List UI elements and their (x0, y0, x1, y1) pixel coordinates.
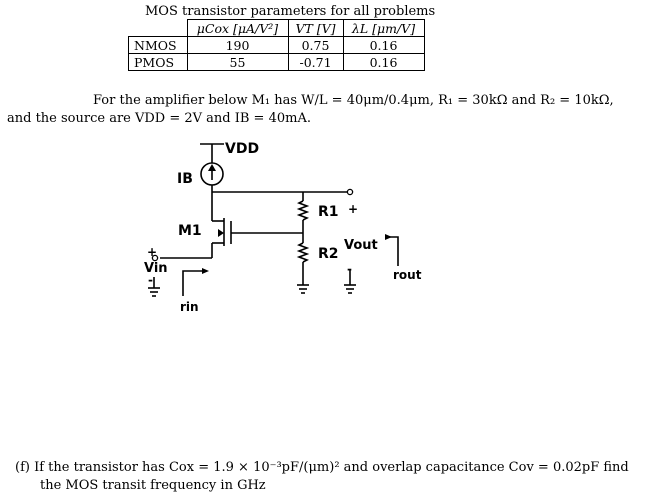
cell-nmos-lambda: 0.16 (343, 37, 424, 54)
cell-pmos-vt: -0.71 (288, 54, 343, 71)
m1-label: M1 (178, 223, 202, 239)
rin-arrow (183, 271, 203, 296)
cell-pmos-lambda: 0.16 (343, 54, 424, 71)
problem-intro-line-2: and the source are VDD = 2V and IB = 40mA. (7, 111, 311, 126)
vin-plus-sign: + (147, 245, 158, 259)
vdd-label: VDD (225, 141, 260, 157)
vout-plus-sign: + (348, 202, 359, 216)
r2-resistor (299, 243, 307, 262)
rout-arrow (385, 237, 398, 266)
row-label-pmos: PMOS (129, 54, 188, 71)
current-source-arrow-icon (208, 164, 216, 171)
rin-arrowhead-icon (202, 268, 209, 274)
cell-nmos-vt: 0.75 (288, 37, 343, 54)
cell-nmos-ucox: 190 (187, 37, 288, 54)
r1-resistor (299, 201, 307, 220)
rin-label: rin (180, 300, 199, 314)
vout-minus-sign: - (347, 262, 352, 276)
cell-pmos-ucox: 55 (187, 54, 288, 71)
r1-label: R1 (318, 204, 339, 220)
question-f-line-1: (f) If the transistor has Cox = 1.9 × 10⁻³pF/(μm)² and overlap capacitance Cov = 0.02pF find (15, 460, 629, 475)
vin-label: Vin (144, 261, 168, 276)
question-f-line-2: the MOS transit frequency in GHz (40, 478, 266, 493)
r2-label: R2 (318, 246, 339, 262)
vin-minus-sign: - (148, 273, 153, 287)
table-header-vt: VT [V] (288, 20, 343, 37)
table-caption: MOS transistor parameters for all problems (145, 4, 436, 19)
problem-intro-line-1: For the amplifier below M₁ has W/L = 40μm/0.4μm, R₁ = 30kΩ and R₂ = 10kΩ, (93, 93, 614, 108)
rout-label: rout (393, 268, 422, 282)
ib-label: IB (177, 171, 193, 187)
rout-arrowhead-icon (385, 234, 392, 240)
table-header-ucox: μCox [μA/V²] (187, 20, 288, 37)
table-header-lambda: λL [μm/V] (343, 20, 424, 37)
row-label-nmos: NMOS (129, 37, 188, 54)
output-terminal-icon (347, 189, 352, 194)
vout-label: Vout (344, 238, 378, 253)
m1-source-arrow-icon (218, 229, 224, 237)
